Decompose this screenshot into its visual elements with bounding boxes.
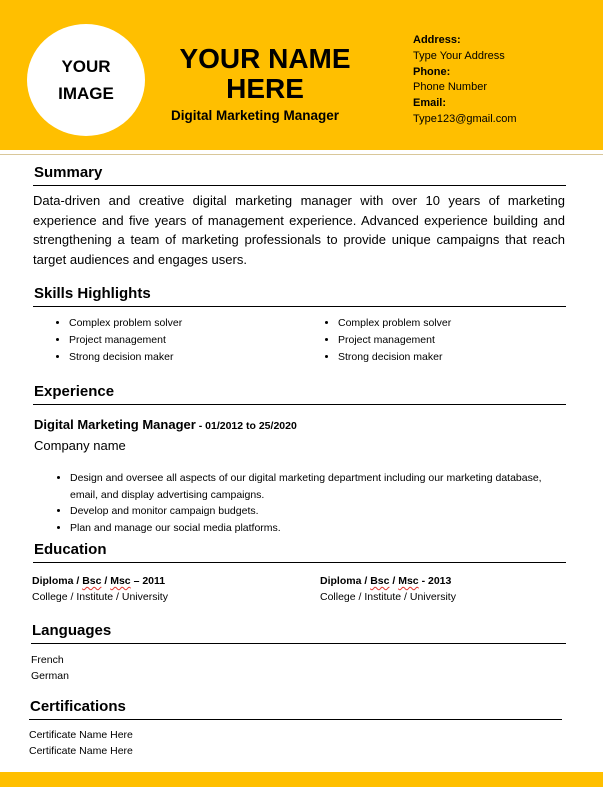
education-entry-2 (320, 573, 456, 605)
degree-year: – 2011 (130, 575, 166, 587)
summary-text: Data-driven and creative digital marketing manager with over 10 years of marketing experience and five years of management experience. Advanced experience building and strengthening a team of marketing professionals to provide unique campaigns that reach target audiences and engages users. (33, 193, 565, 267)
phone-value: Phone Number (413, 81, 487, 94)
degree-text: Msc (110, 575, 131, 587)
experience-company: Company name (34, 438, 126, 453)
email-label: Email: (413, 97, 447, 110)
languages-rule (31, 643, 566, 644)
name-line1: YOUR NAME (179, 43, 351, 74)
header-band (0, 0, 603, 150)
skills-title: Skills Highlights (34, 285, 151, 302)
skills-list-right (302, 315, 451, 366)
education-title: Education (34, 541, 107, 558)
header-divider (0, 154, 603, 155)
candidate-name (150, 44, 380, 104)
experience-bullets (34, 470, 570, 536)
education-degree (32, 573, 168, 589)
summary-title: Summary (34, 164, 103, 181)
experience-title: Experience (34, 383, 115, 400)
footer-band (0, 772, 603, 787)
certifications-title: Certifications (30, 698, 126, 715)
profile-photo-placeholder (27, 24, 145, 136)
contact-block (413, 33, 517, 128)
list-item: Certificate Name Here (29, 729, 133, 741)
list-item: • Strong decision maker (69, 349, 182, 366)
list-item: • Complex problem solver (338, 315, 451, 332)
degree-text: Bsc (82, 575, 102, 587)
languages-list (31, 652, 69, 684)
address-value: Type Your Address (413, 49, 505, 62)
list-item: • Complex problem solver (69, 315, 182, 332)
languages-title: Languages (32, 622, 112, 639)
list-item: • Design and oversee all aspects of our digital marketing department including our marketing database, email, and display advertising campaigns. (70, 470, 570, 503)
degree-year: - 2013 (418, 575, 452, 587)
phone-label: Phone: (413, 65, 451, 78)
education-school: College / Institute / University (32, 591, 168, 603)
list-item: Certificate Name Here (29, 745, 133, 757)
degree-text: Diploma / (32, 575, 83, 587)
job-title: Digital Marketing Manager (170, 108, 340, 123)
summary-rule (33, 185, 566, 186)
list-item: • Plan and manage our social media platforms. (70, 520, 570, 537)
list-item: • Strong decision maker (338, 349, 451, 366)
photo-line2: IMAGE (58, 84, 114, 103)
education-rule (33, 562, 566, 563)
education-school: College / Institute / University (320, 591, 456, 603)
address-label: Address: (413, 34, 461, 46)
experience-job-heading (34, 417, 297, 432)
degree-text: Diploma / (320, 575, 371, 587)
list-item: • Develop and monitor campaign budgets. (70, 503, 570, 520)
experience-rule (33, 404, 566, 405)
list-item: French (31, 654, 64, 666)
email-value: Type123@gmail.com (413, 112, 517, 125)
list-item: • Project management (338, 332, 451, 349)
list-item: • Project management (69, 332, 182, 349)
experience-job-title: Digital Marketing Manager (34, 417, 196, 432)
certifications-rule (29, 719, 562, 720)
photo-line1: YOUR (61, 57, 111, 76)
list-item: German (31, 670, 69, 682)
degree-text: / (389, 575, 399, 587)
degree-text: Bsc (370, 575, 390, 587)
education-degree (320, 573, 456, 589)
certifications-list (29, 727, 133, 759)
degree-text: Msc (398, 575, 419, 587)
education-entry-1 (32, 573, 168, 605)
name-line2: HERE (226, 73, 304, 104)
skills-rule (33, 306, 566, 307)
degree-text: / (101, 575, 111, 587)
skills-list-left (33, 315, 182, 366)
experience-dates: - 01/2012 to 25/2020 (195, 420, 297, 432)
